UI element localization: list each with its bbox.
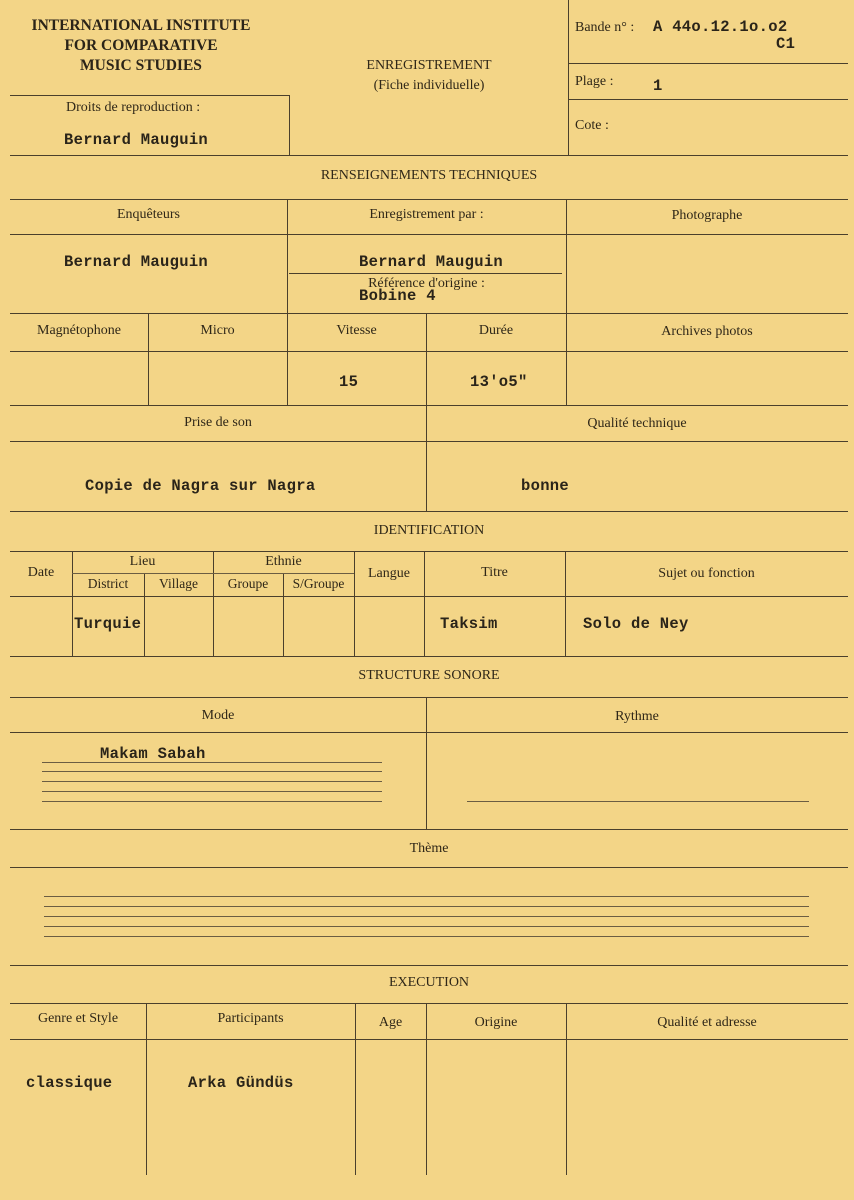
- mode-value: Makam Sabah: [100, 745, 206, 763]
- magnetophone-label: Magnétophone: [37, 323, 121, 338]
- theme-line-5: [44, 936, 809, 937]
- genre-label: Genre et Style: [37, 1011, 119, 1026]
- theme-line-2: [44, 906, 809, 907]
- district-value: Turquie: [74, 615, 142, 633]
- execution-title-rule: [10, 1003, 848, 1004]
- form-title: ENREGISTREMENT: [366, 58, 492, 73]
- titre-value: Taksim: [440, 615, 498, 633]
- genre-value: classique: [26, 1074, 113, 1092]
- participants-value: Arka Gündüs: [188, 1074, 294, 1092]
- institute-line-2: FOR COMPARATIVE: [64, 37, 218, 54]
- mode-line-4: [42, 791, 382, 792]
- reference-label: Référence d'origine :: [368, 276, 485, 291]
- date-label: Date: [27, 565, 55, 580]
- mode-label: Mode: [201, 708, 235, 723]
- technical-section-title: RENSEIGNEMENTS TECHNIQUES: [320, 168, 538, 183]
- plage-rule: [568, 99, 848, 100]
- sujet-label: Sujet ou fonction: [658, 566, 755, 581]
- vitesse-value: 15: [339, 373, 359, 391]
- identification-section-title: IDENTIFICATION: [373, 523, 485, 538]
- form-subtitle: (Fiche individuelle): [373, 78, 485, 93]
- theme-label: Thème: [409, 841, 449, 856]
- prise-label: Prise de son: [184, 415, 252, 430]
- id-row-bottom: [10, 656, 848, 657]
- structure-header-rule: [10, 732, 848, 733]
- theme-line-3: [44, 916, 809, 917]
- lieu-sub-rule: [72, 573, 213, 574]
- institute-line-1: INTERNATIONAL INSTITUTE: [31, 17, 251, 34]
- mode-line-1: [42, 762, 382, 763]
- exec-col-a: [146, 1003, 147, 1175]
- mode-line-5: [42, 801, 382, 802]
- rythme-label: Rythme: [615, 709, 659, 724]
- rights-right-rule: [289, 95, 290, 155]
- tech-row3-bottom: [10, 511, 848, 512]
- origine-label: Origine: [474, 1015, 518, 1030]
- institute-line-3: MUSIC STUDIES: [80, 57, 202, 74]
- enregistrement-underline: [289, 273, 562, 274]
- titre-label: Titre: [481, 565, 508, 580]
- execution-section-title: EXECUTION: [388, 975, 470, 990]
- structure-row-bottom: [10, 829, 848, 830]
- ethnie-sub-rule: [213, 573, 354, 574]
- bande-rule: [568, 63, 848, 64]
- technical-title-rule: [10, 199, 848, 200]
- village-label: Village: [159, 576, 198, 591]
- bande-suffix: C1: [776, 35, 796, 53]
- identification-title-rule: [10, 551, 848, 552]
- qualite-adresse-label: Qualité et adresse: [657, 1015, 757, 1030]
- tech-header-rule-2: [10, 351, 848, 352]
- rights-top-rule: [10, 95, 290, 96]
- enregistrement-value: Bernard Mauguin: [359, 253, 504, 271]
- theme-line-4: [44, 926, 809, 927]
- enqueteurs-value: Bernard Mauguin: [64, 253, 209, 271]
- duree-value: 13'o5": [470, 373, 528, 391]
- structure-title-rule: [10, 697, 848, 698]
- bande-label: Bande n° :: [575, 20, 635, 35]
- plage-label: Plage :: [575, 74, 614, 89]
- theme-line-1: [44, 896, 809, 897]
- mode-line-2: [42, 771, 382, 772]
- theme-row-bottom: [10, 965, 848, 966]
- qualite-value: bonne: [521, 477, 570, 495]
- groupe-label: Groupe: [227, 576, 269, 591]
- header-divider-right: [568, 0, 569, 155]
- theme-title-rule: [10, 867, 848, 868]
- age-label: Age: [378, 1015, 403, 1030]
- lieu-label: Lieu: [129, 554, 156, 569]
- mode-line-3: [42, 781, 382, 782]
- tech-row1-bottom: [10, 313, 848, 314]
- enqueteurs-label: Enquêteurs: [117, 207, 180, 222]
- rythme-line: [467, 801, 809, 802]
- tech-row2-bottom: [10, 405, 848, 406]
- reference-value: Bobine 4: [359, 287, 436, 305]
- cote-label: Cote :: [575, 118, 609, 133]
- archives-label: Archives photos: [661, 324, 753, 339]
- sujet-value: Solo de Ney: [583, 615, 689, 633]
- bande-value: A 44o.12.1o.o2: [653, 18, 788, 36]
- enregistrement-label: Enregistrement par :: [369, 207, 484, 222]
- header-bottom-rule: [10, 155, 848, 156]
- tech-header-rule-3: [10, 441, 848, 442]
- rights-value: Bernard Mauguin: [64, 131, 209, 149]
- participants-label: Participants: [217, 1011, 284, 1026]
- ethnie-label: Ethnie: [265, 554, 302, 569]
- photographe-label: Photographe: [671, 208, 743, 223]
- district-label: District: [87, 576, 129, 591]
- langue-label: Langue: [368, 566, 410, 581]
- id-header-rule: [10, 596, 848, 597]
- rights-label: Droits de reproduction :: [66, 100, 201, 115]
- plage-value: 1: [653, 77, 663, 95]
- micro-label: Micro: [200, 323, 235, 338]
- sgroupe-label: S/Groupe: [292, 576, 345, 591]
- tech-header-rule: [10, 234, 848, 235]
- structure-section-title: STRUCTURE SONORE: [358, 668, 500, 683]
- exec-header-rule: [10, 1039, 848, 1040]
- prise-value: Copie de Nagra sur Nagra: [85, 477, 316, 495]
- duree-label: Durée: [478, 323, 514, 338]
- qualite-label: Qualité technique: [587, 416, 687, 431]
- vitesse-label: Vitesse: [336, 323, 377, 338]
